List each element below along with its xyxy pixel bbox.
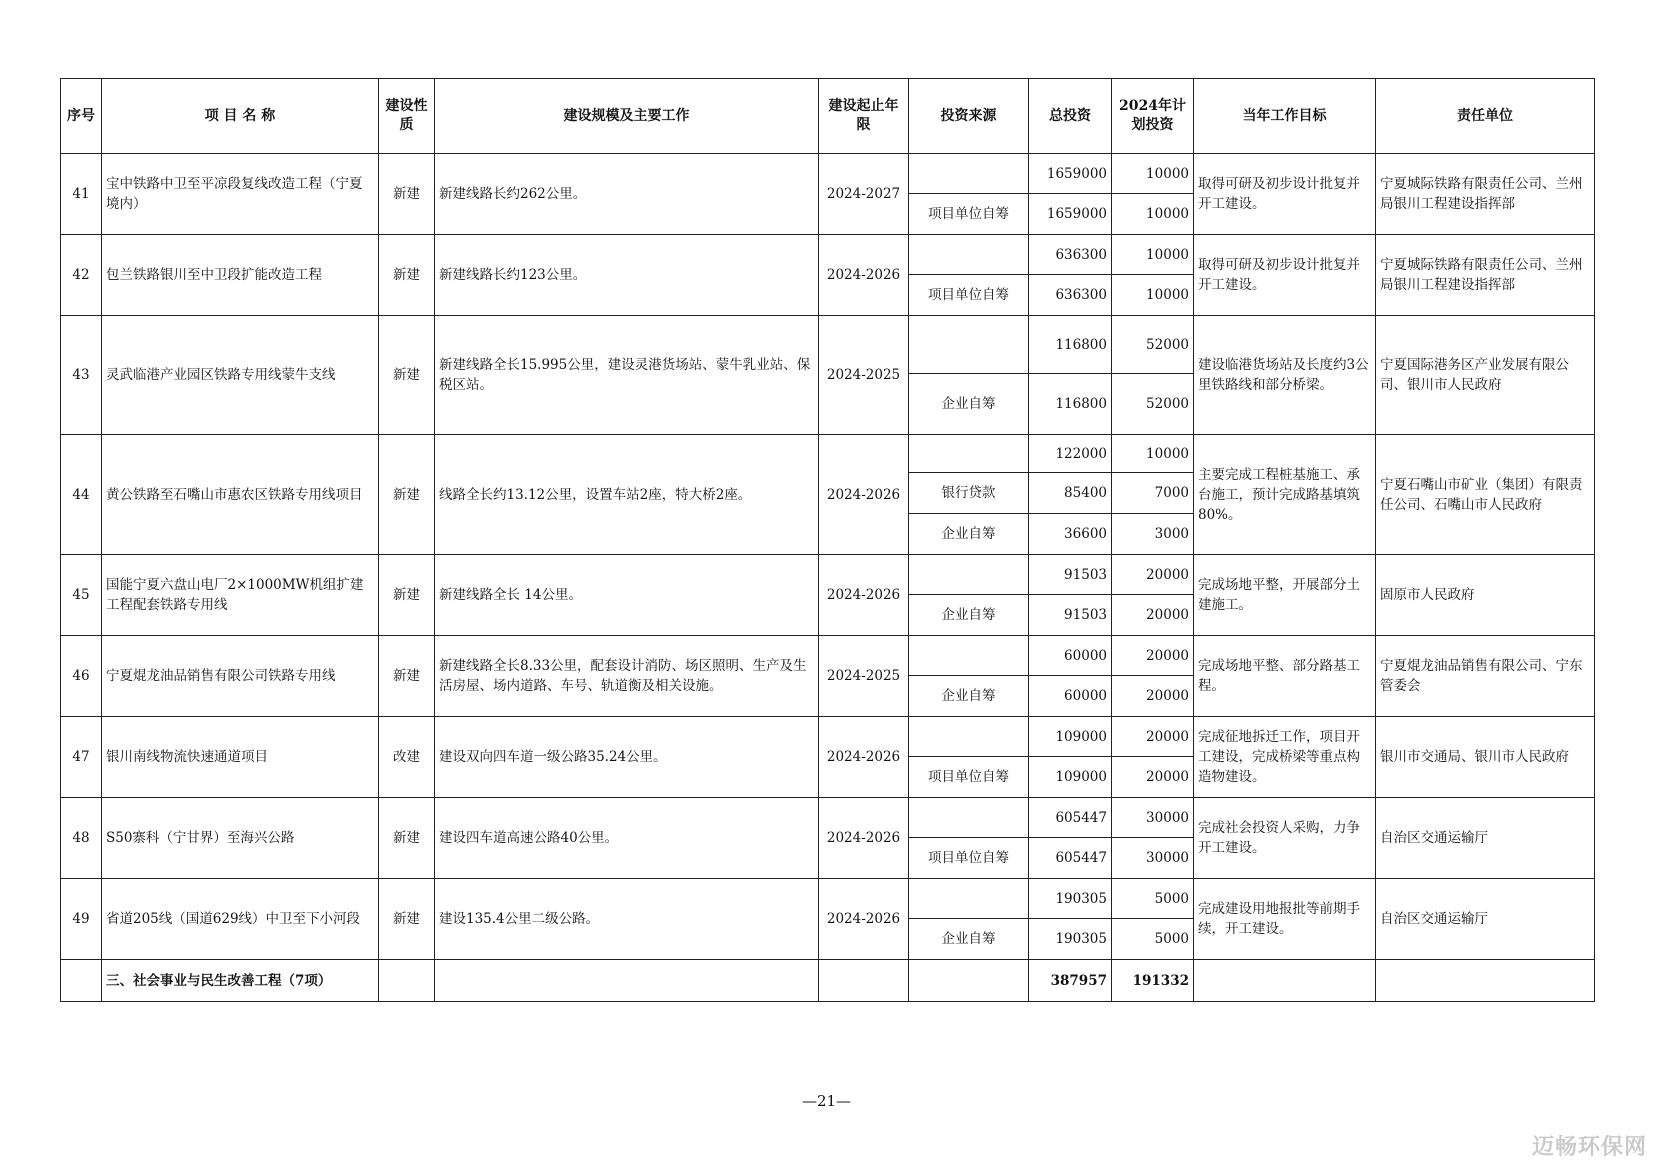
funding-source bbox=[909, 798, 1029, 838]
funding-total: 60000 bbox=[1029, 636, 1112, 676]
project-name: 银川南线物流快速通道项目 bbox=[102, 717, 379, 798]
funding-source bbox=[909, 555, 1029, 595]
summary-seq-empty bbox=[61, 960, 102, 1002]
project-table bbox=[60, 78, 1595, 1002]
funding-source bbox=[909, 154, 1029, 194]
project-name: 黄公铁路至石嘴山市惠农区铁路专用线项目 bbox=[102, 435, 379, 555]
project-name: 宁夏焜龙油品销售有限公司铁路专用线 bbox=[102, 636, 379, 717]
funding-source: 企业自筹 bbox=[909, 595, 1029, 636]
project-scale: 新建线路全长8.33公里，配套设计消防、场区照明、生产及生活房屋、场内道路、车号、轨道衡及相关设施。 bbox=[435, 636, 819, 717]
header-scale: 建设规模及主要工作 bbox=[435, 79, 819, 154]
summary-label: 三、社会事业与民生改善工程（7项） bbox=[102, 960, 379, 1002]
funding-plan: 5000 bbox=[1112, 919, 1194, 960]
project-goal: 完成征地拆迁工作，项目开工建设，完成桥梁等重点构造物建设。 bbox=[1194, 717, 1376, 798]
funding-plan: 10000 bbox=[1112, 154, 1194, 194]
funding-source: 项目单位自筹 bbox=[909, 194, 1029, 235]
project-seq: 44 bbox=[61, 435, 102, 555]
table-row bbox=[61, 154, 1595, 194]
funding-plan: 10000 bbox=[1112, 435, 1194, 473]
project-nature: 新建 bbox=[379, 316, 435, 435]
table-row bbox=[61, 798, 1595, 838]
funding-plan: 20000 bbox=[1112, 717, 1194, 757]
project-name: 灵武临港产业园区铁路专用线蒙牛支线 bbox=[102, 316, 379, 435]
project-nature: 改建 bbox=[379, 717, 435, 798]
project-seq: 46 bbox=[61, 636, 102, 717]
summary-goal-empty bbox=[1194, 960, 1376, 1002]
project-scale: 建设四车道高速公路40公里。 bbox=[435, 798, 819, 879]
funding-total: 605447 bbox=[1029, 838, 1112, 879]
project-period: 2024-2025 bbox=[819, 636, 909, 717]
project-name: 包兰铁路银川至中卫段扩能改造工程 bbox=[102, 235, 379, 316]
project-goal: 取得可研及初步设计批复并开工建设。 bbox=[1194, 154, 1376, 235]
funding-source bbox=[909, 636, 1029, 676]
funding-source: 企业自筹 bbox=[909, 374, 1029, 435]
project-unit: 宁夏焜龙油品销售有限公司、宁东管委会 bbox=[1376, 636, 1595, 717]
project-name: 国能宁夏六盘山电厂2×1000MW机组扩建工程配套铁路专用线 bbox=[102, 555, 379, 636]
summary-total: 387957 bbox=[1029, 960, 1112, 1002]
funding-total: 60000 bbox=[1029, 676, 1112, 717]
funding-plan: 7000 bbox=[1112, 473, 1194, 514]
funding-total: 636300 bbox=[1029, 235, 1112, 275]
project-seq: 47 bbox=[61, 717, 102, 798]
project-period: 2024-2026 bbox=[819, 555, 909, 636]
funding-plan: 5000 bbox=[1112, 879, 1194, 919]
funding-plan: 30000 bbox=[1112, 838, 1194, 879]
funding-plan: 20000 bbox=[1112, 676, 1194, 717]
project-period: 2024-2026 bbox=[819, 879, 909, 960]
project-seq: 43 bbox=[61, 316, 102, 435]
header-unit: 责任单位 bbox=[1376, 79, 1595, 154]
funding-total: 36600 bbox=[1029, 514, 1112, 555]
project-seq: 45 bbox=[61, 555, 102, 636]
table-header-row bbox=[61, 79, 1595, 154]
header-period: 建设起止年限 bbox=[819, 79, 909, 154]
funding-source bbox=[909, 717, 1029, 757]
funding-plan: 3000 bbox=[1112, 514, 1194, 555]
funding-source bbox=[909, 316, 1029, 374]
project-scale: 新建线路长约262公里。 bbox=[435, 154, 819, 235]
funding-source: 银行贷款 bbox=[909, 473, 1029, 514]
project-scale: 建设135.4公里二级公路。 bbox=[435, 879, 819, 960]
project-scale: 新建线路全长15.995公里，建设灵港货场站、蒙牛乳业站、保税区站。 bbox=[435, 316, 819, 435]
project-name: 宝中铁路中卫至平凉段复线改造工程（宁夏境内） bbox=[102, 154, 379, 235]
project-nature: 新建 bbox=[379, 235, 435, 316]
header-source: 投资来源 bbox=[909, 79, 1029, 154]
funding-plan: 10000 bbox=[1112, 235, 1194, 275]
project-period: 2024-2026 bbox=[819, 798, 909, 879]
funding-total: 109000 bbox=[1029, 757, 1112, 798]
project-nature: 新建 bbox=[379, 555, 435, 636]
project-scale: 建设双向四车道一级公路35.24公里。 bbox=[435, 717, 819, 798]
page-number: —21— bbox=[801, 1092, 852, 1110]
funding-plan: 20000 bbox=[1112, 595, 1194, 636]
table-row bbox=[61, 879, 1595, 919]
summary-unit-empty bbox=[1376, 960, 1595, 1002]
project-name: S50寨科（宁甘界）至海兴公路 bbox=[102, 798, 379, 879]
project-period: 2024-2026 bbox=[819, 435, 909, 555]
header-goal: 当年工作目标 bbox=[1194, 79, 1376, 154]
funding-total: 190305 bbox=[1029, 879, 1112, 919]
funding-plan: 20000 bbox=[1112, 555, 1194, 595]
funding-plan: 52000 bbox=[1112, 374, 1194, 435]
table-row bbox=[61, 555, 1595, 595]
summary-nature-empty bbox=[379, 960, 435, 1002]
header-name: 项 目 名 称 bbox=[102, 79, 379, 154]
funding-source: 项目单位自筹 bbox=[909, 757, 1029, 798]
header-total: 总投资 bbox=[1029, 79, 1112, 154]
project-nature: 新建 bbox=[379, 154, 435, 235]
project-goal: 取得可研及初步设计批复并开工建设。 bbox=[1194, 235, 1376, 316]
funding-source bbox=[909, 879, 1029, 919]
funding-source: 项目单位自筹 bbox=[909, 838, 1029, 879]
project-unit: 自治区交通运输厅 bbox=[1376, 879, 1595, 960]
summary-scale-empty bbox=[435, 960, 819, 1002]
funding-source bbox=[909, 235, 1029, 275]
funding-total: 91503 bbox=[1029, 555, 1112, 595]
project-period: 2024-2026 bbox=[819, 717, 909, 798]
project-unit: 宁夏石嘴山市矿业（集团）有限责任公司、石嘴山市人民政府 bbox=[1376, 435, 1595, 555]
funding-total: 116800 bbox=[1029, 316, 1112, 374]
funding-total: 85400 bbox=[1029, 473, 1112, 514]
project-unit: 宁夏城际铁路有限责任公司、兰州局银川工程建设指挥部 bbox=[1376, 154, 1595, 235]
table-body bbox=[61, 154, 1595, 1002]
header-plan2024: 2024年计划投资 bbox=[1112, 79, 1194, 154]
funding-total: 116800 bbox=[1029, 374, 1112, 435]
project-seq: 41 bbox=[61, 154, 102, 235]
funding-source: 项目单位自筹 bbox=[909, 275, 1029, 316]
table-row bbox=[61, 717, 1595, 757]
funding-total: 190305 bbox=[1029, 919, 1112, 960]
project-seq: 48 bbox=[61, 798, 102, 879]
project-scale: 新建线路全长 14公里。 bbox=[435, 555, 819, 636]
funding-total: 1659000 bbox=[1029, 154, 1112, 194]
funding-total: 122000 bbox=[1029, 435, 1112, 473]
project-seq: 49 bbox=[61, 879, 102, 960]
project-scale: 新建线路长约123公里。 bbox=[435, 235, 819, 316]
funding-plan: 52000 bbox=[1112, 316, 1194, 374]
summary-period-empty bbox=[819, 960, 909, 1002]
project-unit: 自治区交通运输厅 bbox=[1376, 798, 1595, 879]
project-period: 2024-2026 bbox=[819, 235, 909, 316]
funding-source bbox=[909, 435, 1029, 473]
project-goal: 完成社会投资人采购，力争开工建设。 bbox=[1194, 798, 1376, 879]
table-row bbox=[61, 235, 1595, 275]
funding-plan: 10000 bbox=[1112, 194, 1194, 235]
summary-source-empty bbox=[909, 960, 1029, 1002]
project-unit: 宁夏国际港务区产业发展有限公司、银川市人民政府 bbox=[1376, 316, 1595, 435]
project-goal: 建设临港货场站及长度约3公里铁路线和部分桥梁。 bbox=[1194, 316, 1376, 435]
funding-source: 企业自筹 bbox=[909, 514, 1029, 555]
project-goal: 完成场地平整，开展部分土建施工。 bbox=[1194, 555, 1376, 636]
project-period: 2024-2025 bbox=[819, 316, 909, 435]
table-row bbox=[61, 435, 1595, 473]
summary-plan: 191332 bbox=[1112, 960, 1194, 1002]
funding-plan: 20000 bbox=[1112, 636, 1194, 676]
funding-total: 1659000 bbox=[1029, 194, 1112, 235]
project-nature: 新建 bbox=[379, 798, 435, 879]
project-goal: 完成建设用地报批等前期手续，开工建设。 bbox=[1194, 879, 1376, 960]
project-nature: 新建 bbox=[379, 435, 435, 555]
project-scale: 线路全长约13.12公里，设置车站2座，特大桥2座。 bbox=[435, 435, 819, 555]
project-seq: 42 bbox=[61, 235, 102, 316]
header-nature: 建设性质 bbox=[379, 79, 435, 154]
funding-plan: 30000 bbox=[1112, 798, 1194, 838]
project-unit: 固原市人民政府 bbox=[1376, 555, 1595, 636]
project-name: 省道205线（国道629线）中卫至下小河段 bbox=[102, 879, 379, 960]
funding-total: 636300 bbox=[1029, 275, 1112, 316]
summary-row bbox=[61, 960, 1595, 1002]
funding-total: 109000 bbox=[1029, 717, 1112, 757]
project-goal: 完成场地平整、部分路基工程。 bbox=[1194, 636, 1376, 717]
project-goal: 主要完成工程桩基施工、承台施工，预计完成路基填筑80%。 bbox=[1194, 435, 1376, 555]
project-nature: 新建 bbox=[379, 879, 435, 960]
funding-plan: 10000 bbox=[1112, 275, 1194, 316]
project-period: 2024-2027 bbox=[819, 154, 909, 235]
funding-total: 605447 bbox=[1029, 798, 1112, 838]
project-nature: 新建 bbox=[379, 636, 435, 717]
header-seq: 序号 bbox=[61, 79, 102, 154]
funding-source: 企业自筹 bbox=[909, 676, 1029, 717]
table-row bbox=[61, 316, 1595, 374]
funding-total: 91503 bbox=[1029, 595, 1112, 636]
watermark-logo: 迈畅环保网 bbox=[1531, 1135, 1647, 1160]
project-unit: 银川市交通局、银川市人民政府 bbox=[1376, 717, 1595, 798]
funding-plan: 20000 bbox=[1112, 757, 1194, 798]
table-row bbox=[61, 636, 1595, 676]
project-unit: 宁夏城际铁路有限责任公司、兰州局银川工程建设指挥部 bbox=[1376, 235, 1595, 316]
funding-source: 企业自筹 bbox=[909, 919, 1029, 960]
